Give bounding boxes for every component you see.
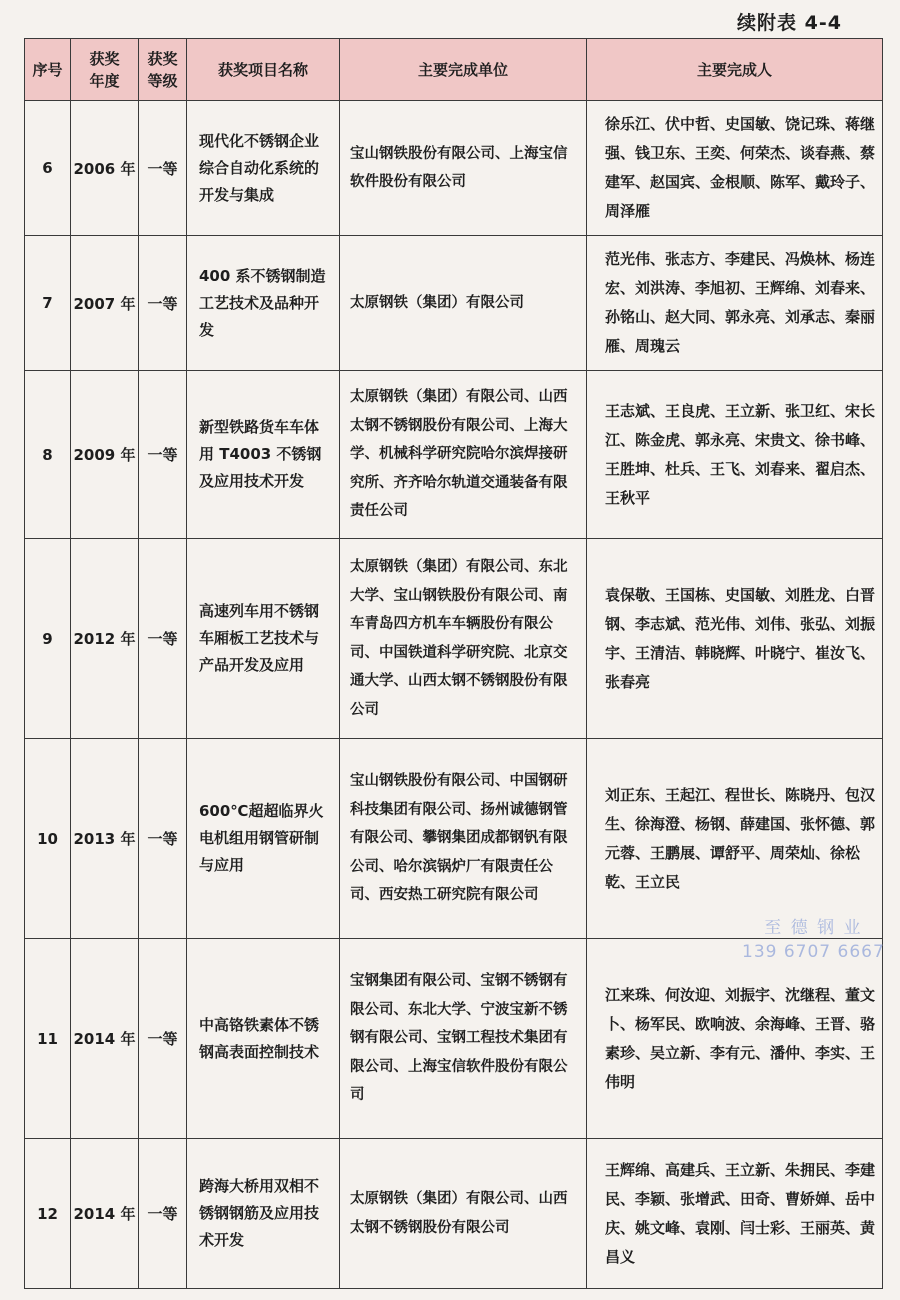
cell-units: 宝山钢铁股份有限公司、中国钢研科技集团有限公司、扬州诚德钢管有限公司、攀钢集团成都钢钒有限公司、哈尔滨锅炉厂有限责任公司、西安热工研究院有限公司 [340, 739, 587, 939]
cell-people: 范光伟、张志方、李建民、冯焕林、杨连宏、刘洪涛、李旭初、王辉绵、刘春来、孙铭山、赵大同、郭永亮、刘承志、秦丽雁、周瑰云 [587, 236, 883, 371]
cell-no: 10 [25, 739, 71, 939]
cell-no: 11 [25, 939, 71, 1139]
cell-units: 太原钢铁（集团）有限公司、山西太钢不锈钢股份有限公司、上海大学、机械科学研究院哈尔滨焊接研究所、齐齐哈尔轨道交通装备有限责任公司 [340, 371, 587, 539]
table-row [25, 101, 883, 236]
cell-people: 刘正东、王起江、程世长、陈晓丹、包汉生、徐海澄、杨钢、薛建国、张怀德、郭元蓉、王鹏展、谭舒平、周荣灿、徐松乾、王立民 [587, 739, 883, 939]
header-project: 获奖项目名称 [187, 39, 340, 101]
cell-grade: 一等 [139, 371, 187, 539]
cell-year: 2012 年 [71, 539, 139, 739]
cell-people: 江来珠、何汝迎、刘振宇、沈继程、董文卜、杨军民、欧响波、余海峰、王晋、骆素珍、吴立新、李有元、潘仲、李实、王伟明 [587, 939, 883, 1139]
cell-year: 2009 年 [71, 371, 139, 539]
cell-people: 王志斌、王良虎、王立新、张卫红、宋长江、陈金虎、郭永亮、宋贵文、徐书峰、王胜坤、杜兵、王飞、刘春来、翟启杰、王秋平 [587, 371, 883, 539]
header-no: 序号 [25, 39, 71, 101]
cell-grade: 一等 [139, 1139, 187, 1289]
table-row [25, 236, 883, 371]
cell-grade: 一等 [139, 739, 187, 939]
cell-units: 太原钢铁（集团）有限公司 [340, 236, 587, 371]
awards-table [24, 38, 883, 1289]
table-header-row [25, 39, 883, 101]
table-row [25, 371, 883, 539]
cell-year: 2006 年 [71, 101, 139, 236]
header-year: 获奖 年度 [71, 39, 139, 101]
cell-project: 跨海大桥用双相不锈钢钢筋及应用技术开发 [187, 1139, 340, 1289]
header-people: 主要完成人 [587, 39, 883, 101]
table-row [25, 1139, 883, 1289]
cell-grade: 一等 [139, 539, 187, 739]
cell-grade: 一等 [139, 236, 187, 371]
cell-units: 宝山钢铁股份有限公司、上海宝信软件股份有限公司 [340, 101, 587, 236]
header-units: 主要完成单位 [340, 39, 587, 101]
cell-grade: 一等 [139, 939, 187, 1139]
table-row [25, 739, 883, 939]
cell-year: 2007 年 [71, 236, 139, 371]
cell-people: 王辉绵、高建兵、王立新、朱拥民、李建民、李颖、张增武、田奇、曹娇婵、岳中庆、姚文峰、袁刚、闫士彩、王丽英、黄昌义 [587, 1139, 883, 1289]
cell-no: 9 [25, 539, 71, 739]
cell-project: 现代化不锈钢企业综合自动化系统的开发与集成 [187, 101, 340, 236]
cell-units: 太原钢铁（集团）有限公司、山西太钢不锈钢股份有限公司 [340, 1139, 587, 1289]
cell-year: 2014 年 [71, 1139, 139, 1289]
cell-units: 太原钢铁（集团）有限公司、东北大学、宝山钢铁股份有限公司、南车青岛四方机车车辆股份有限公司、中国铁道科学研究院、北京交通大学、山西太钢不锈钢股份有限公司 [340, 539, 587, 739]
watermark [742, 916, 885, 964]
cell-grade: 一等 [139, 101, 187, 236]
cell-year: 2014 年 [71, 939, 139, 1139]
cell-project: 中高铬铁素体不锈钢高表面控制技术 [187, 939, 340, 1139]
table-row [25, 939, 883, 1139]
cell-project: 400 系不锈钢制造工艺技术及品种开发 [187, 236, 340, 371]
cell-people: 徐乐江、伏中哲、史国敏、饶记珠、蒋继强、钱卫东、王奕、何荣杰、谈春燕、蔡建军、赵国宾、金根顺、陈军、戴玲子、周泽雁 [587, 101, 883, 236]
table-row [25, 539, 883, 739]
cell-people: 袁保敬、王国栋、史国敏、刘胜龙、白晋钢、李志斌、范光伟、刘伟、张弘、刘振宇、王清洁、韩晓辉、叶晓宁、崔汝飞、张春亮 [587, 539, 883, 739]
cell-no: 12 [25, 1139, 71, 1289]
watermark-company: 至 德 钢 业 [764, 918, 863, 938]
cell-no: 8 [25, 371, 71, 539]
header-grade: 获奖 等级 [139, 39, 187, 101]
watermark-phone: 139 6707 6667 [742, 942, 885, 962]
table-caption: 续附表 4-4 [737, 12, 842, 34]
cell-project: 高速列车用不锈钢车厢板工艺技术与产品开发及应用 [187, 539, 340, 739]
cell-no: 6 [25, 101, 71, 236]
cell-no: 7 [25, 236, 71, 371]
cell-year: 2013 年 [71, 739, 139, 939]
cell-units: 宝钢集团有限公司、宝钢不锈钢有限公司、东北大学、宁波宝新不锈钢有限公司、宝钢工程技术集团有限公司、上海宝信软件股份有限公司 [340, 939, 587, 1139]
cell-project: 新型铁路货车车体用 T4003 不锈钢及应用技术开发 [187, 371, 340, 539]
cell-project: 600℃超超临界火电机组用钢管研制与应用 [187, 739, 340, 939]
